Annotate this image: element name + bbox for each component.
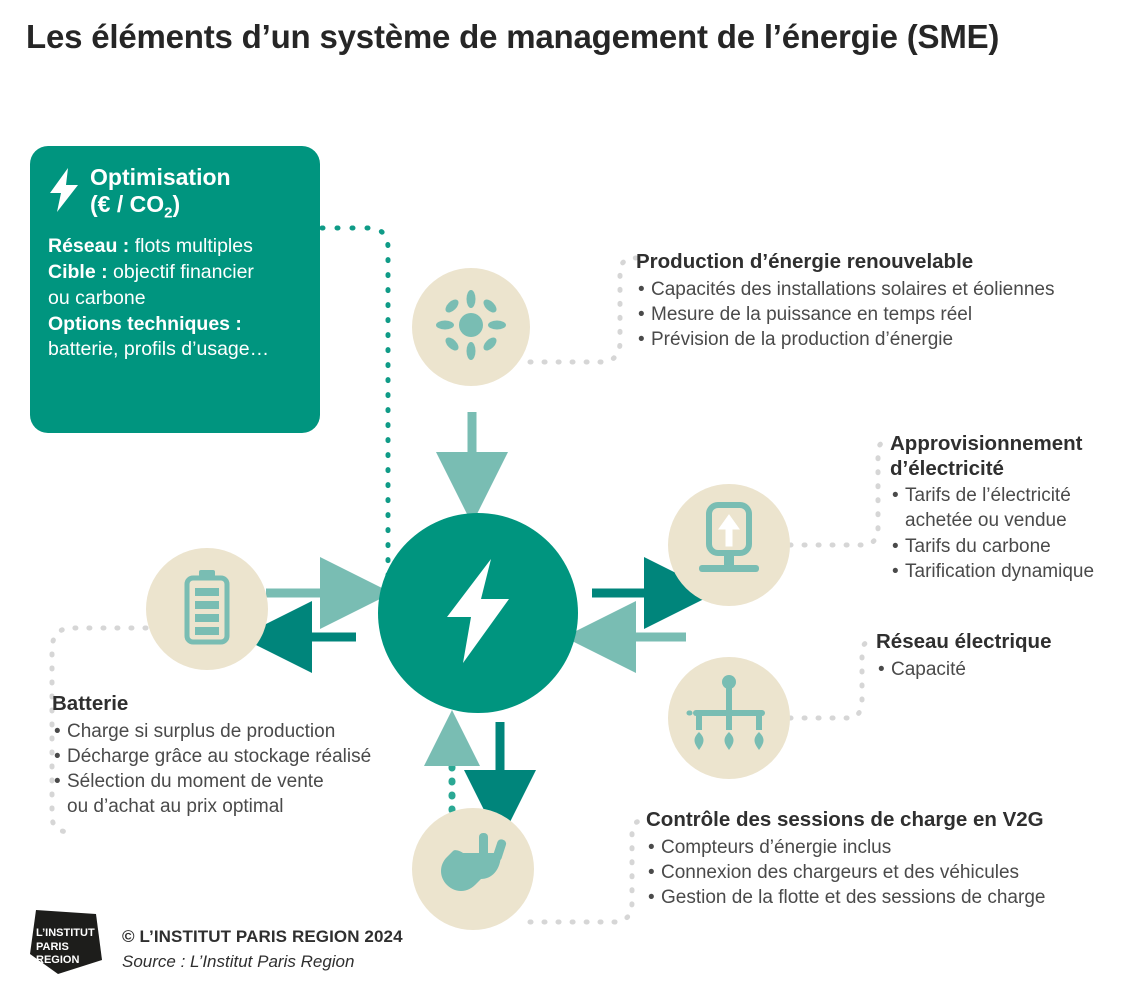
optimisation-row: Options techniques : — [48, 312, 242, 335]
list-item: • Capacités des installations solaires et éoliennes — [636, 277, 1104, 302]
block-network — [876, 630, 1112, 682]
list-item: • Décharge grâce au stockage réalisé — [52, 744, 422, 769]
electricity-supply-icon — [689, 501, 769, 590]
list-item: • Connexion des chargeurs et des véhicules — [646, 860, 1106, 885]
plug-node — [412, 808, 534, 930]
list-item: • Charge si surplus de production — [52, 719, 422, 744]
list-item: • Tarifs de l’électricité — [890, 483, 1122, 508]
source-text: Source : L’Institut Paris Region — [122, 951, 355, 971]
block-title: Batterie — [52, 692, 129, 715]
block-list — [52, 719, 422, 820]
footer-credit — [122, 925, 403, 974]
optimisation-title: Optimisation (€ / $CO_2$) — [90, 164, 231, 222]
optimisation-row: batterie, profils d’usage… — [48, 338, 270, 361]
sun-icon — [434, 288, 508, 367]
block-title: Approvisionnement d’électricité — [890, 432, 1083, 480]
lightning-bolt-icon — [443, 559, 513, 668]
solar-node — [412, 268, 530, 386]
optimisation-details — [48, 234, 302, 363]
block-list — [636, 277, 1104, 353]
copyright-text: © L’INSTITUT PARIS REGION 2024 — [122, 927, 403, 946]
battery-icon — [179, 568, 235, 651]
block-v2g — [646, 808, 1106, 910]
optimisation-card — [30, 146, 320, 433]
plug-icon — [433, 827, 513, 912]
optimisation-header — [48, 164, 302, 222]
list-item: • Compteurs d’énergie inclus — [646, 835, 1106, 860]
svg-text:L’INSTITUT: L’INSTITUT — [36, 927, 95, 939]
power-grid-icon — [683, 674, 775, 763]
list-item: • Sélection du moment de vente — [52, 769, 422, 794]
list-item: • Prévision de la production d’énergie — [636, 327, 1104, 352]
block-list — [646, 835, 1106, 911]
list-item: • Capacité — [876, 657, 1112, 682]
optimisation-row: Cible : objectif financier — [48, 261, 254, 284]
block-battery — [52, 692, 422, 820]
lightning-bolt-icon — [48, 168, 80, 217]
block-supply — [890, 432, 1122, 584]
block-production — [636, 250, 1104, 352]
optimisation-row: Réseau : flots multiples — [48, 235, 253, 258]
list-item: • Mesure de la puissance en temps réel — [636, 302, 1104, 327]
optimisation-row: ou carbone — [48, 286, 146, 309]
block-title: Réseau électrique — [876, 630, 1052, 653]
block-title: Contrôle des sessions de charge en V2G — [646, 808, 1044, 831]
svg-text:PARIS: PARIS — [36, 941, 69, 953]
list-item-continuation: ou d’achat au prix optimal — [67, 796, 284, 818]
list-item: • Tarification dynamique — [890, 559, 1122, 584]
supply-node — [668, 484, 790, 606]
svg-text:REGION: REGION — [36, 954, 80, 966]
institut-paris-region-logo — [28, 908, 104, 976]
battery-node — [146, 548, 268, 670]
list-item: • Gestion de la flotte et des sessions de charge — [646, 885, 1106, 910]
central-hub — [378, 513, 578, 713]
grid-node — [668, 657, 790, 779]
block-title: Production d’énergie renouvelable — [636, 250, 974, 273]
page-title: Les éléments d’un système de management de l’énergie (SME) — [26, 18, 1000, 55]
block-list — [890, 483, 1122, 584]
list-item: • Tarifs du carbone — [890, 534, 1122, 559]
block-list — [876, 657, 1112, 682]
list-item-continuation: achetée ou vendue — [905, 510, 1067, 532]
